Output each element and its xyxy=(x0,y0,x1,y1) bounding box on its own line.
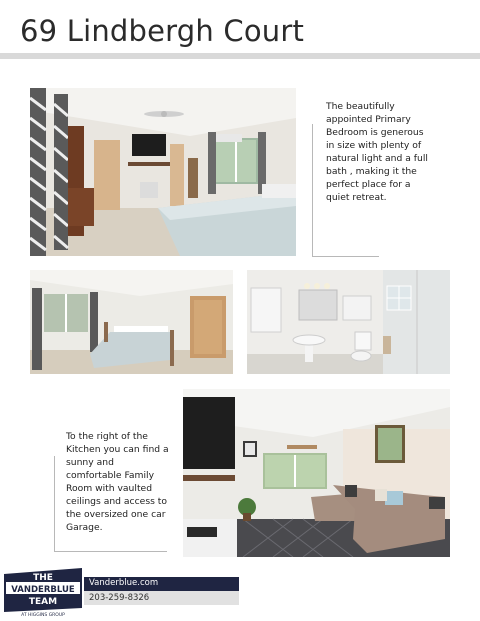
bathroom-illustration xyxy=(247,270,450,374)
bedroom-description: The beautifully appointed Primary Bedroom is generous in size with plenty of natural light and a full bath , making it the perfect place for a quiet retreat. xyxy=(326,101,428,203)
logo-line-team: TEAM xyxy=(28,597,58,607)
title-divider xyxy=(0,53,480,59)
logo-line-the: THE xyxy=(33,573,53,583)
logo-line-vanderblue: VANDERBLUE xyxy=(11,585,75,595)
family-room-description: To the right of the Kitchen you can find a sunny and comfortable Family Room with vaulted ceilings and access to the oversized one car Garage. xyxy=(66,431,169,533)
family-text-bracket xyxy=(54,456,167,552)
primary-bedroom-photo xyxy=(30,88,296,256)
family-room-photo xyxy=(183,389,450,557)
family-room-illustration xyxy=(183,389,450,557)
bedroom-photo xyxy=(30,270,233,374)
vanderblue-team-logo xyxy=(4,568,82,618)
logo-line-higgins: AT HIGGINS GROUP xyxy=(21,613,65,618)
page-title: 69 Lindbergh Court xyxy=(20,14,305,48)
footer-phone: 203-259-8326 xyxy=(89,593,150,603)
footer-website[interactable]: Vanderblue.com xyxy=(89,578,159,588)
bathroom-photo xyxy=(247,270,450,374)
primary-bedroom-illustration xyxy=(30,88,296,256)
bedroom-illustration xyxy=(30,270,233,374)
bedroom-text-bracket xyxy=(312,124,379,257)
